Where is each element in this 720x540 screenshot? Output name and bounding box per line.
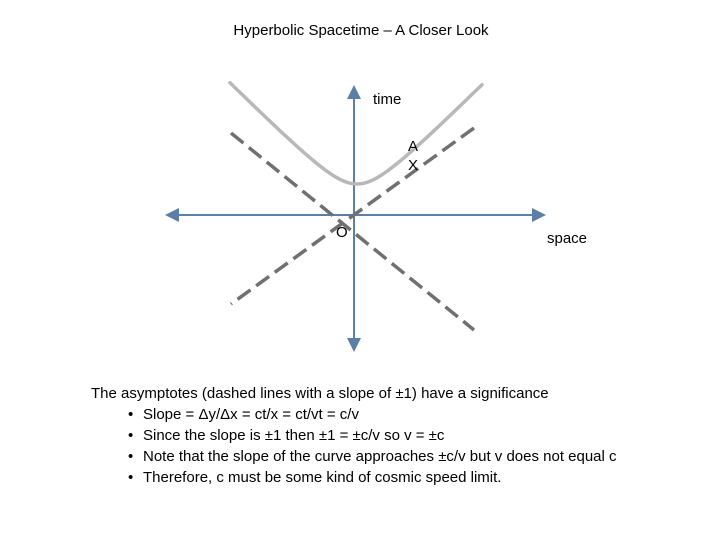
slide-title: Hyperbolic Spacetime – A Closer Look [233, 22, 489, 39]
list-item-text: Slope = Δy/Δx = ct/x = ct/vt = c/v [143, 406, 359, 423]
notes-list [91, 404, 711, 488]
bullet-marker: • [128, 427, 134, 444]
list-item [91, 467, 711, 488]
event-label: A [408, 138, 419, 155]
list-item-text: Note that the slope of the curve approaches ±c/v but v does not equal c [143, 448, 617, 465]
event-marker: X [408, 157, 419, 174]
origin-label: O [336, 224, 348, 241]
bullet-marker: • [128, 448, 134, 465]
asymptote-negative-slope [231, 133, 474, 330]
list-item [91, 446, 711, 467]
bullet-marker: • [128, 469, 134, 486]
notes-section [91, 383, 711, 488]
bullet-marker: • [128, 406, 134, 423]
notes-intro: The asymptotes (dashed lines with a slope of ±1) have a significance [91, 385, 549, 402]
list-item [91, 425, 711, 446]
hyperbola-curve [230, 83, 482, 184]
space-axis-label: space [547, 230, 588, 247]
list-item-text: Therefore, c must be some kind of cosmic speed limit. [143, 469, 502, 486]
time-axis-label: time [373, 91, 402, 108]
list-item [91, 404, 711, 425]
list-item-text: Since the slope is ±1 then ±1 = ±c/v so v = ±c [143, 427, 445, 444]
